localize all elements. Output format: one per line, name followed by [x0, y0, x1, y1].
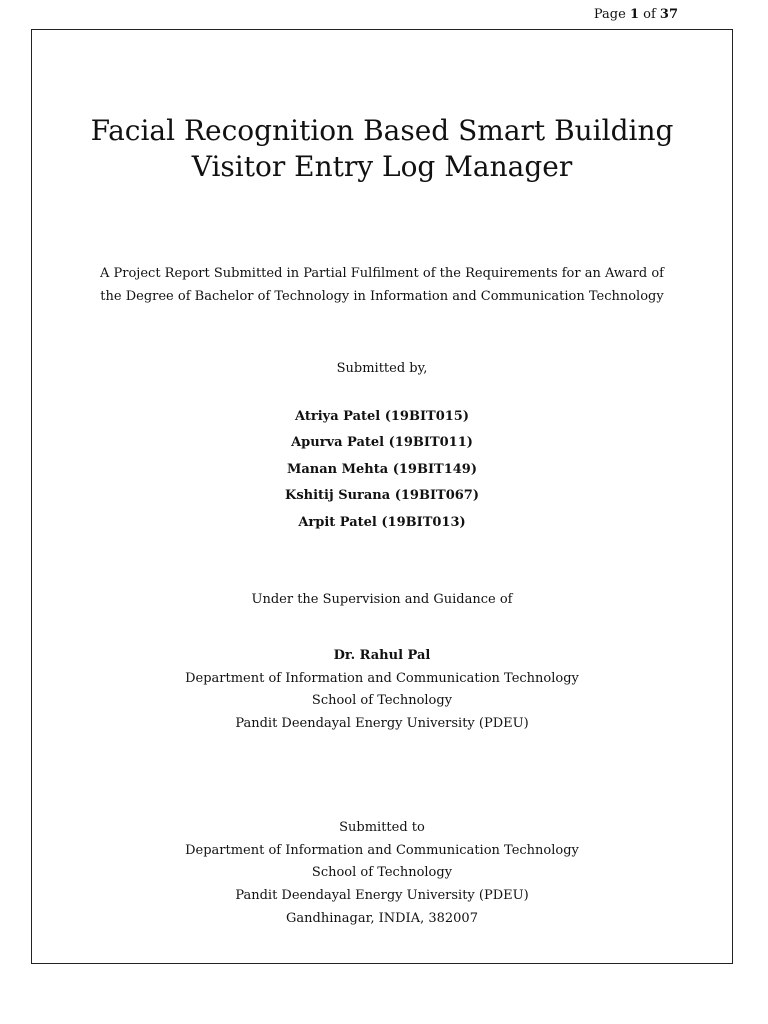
- submitted-to-block: [31, 817, 733, 931]
- submitted-to-address: Gandhinagar, INDIA, 382007: [286, 910, 478, 926]
- title-line-2: Visitor Entry Log Manager: [191, 150, 573, 183]
- supervisor-department: Department of Information and Communication Technology: [185, 670, 579, 686]
- report-description: [31, 262, 733, 308]
- page-label: Page: [593, 7, 626, 22]
- submitted-to-university: Pandit Deendayal Energy University (PDEU): [235, 888, 529, 904]
- submitted-by-label: Submitted by,: [336, 361, 428, 376]
- submitted-to-school: School of Technology: [311, 865, 453, 881]
- author-item: Manan Mehta (19BIT149): [286, 461, 477, 477]
- author-list: [31, 404, 733, 536]
- supervisor-university: Pandit Deendayal Energy University (PDEU): [235, 716, 529, 732]
- description-line-2: the Degree of Bachelor of Technology in Information and Communication Technology: [100, 289, 664, 304]
- title-line-1: Facial Recognition Based Smart Building: [90, 114, 674, 147]
- author-item: Apurva Patel (19BIT011): [291, 435, 473, 451]
- author-item: Atriya Patel (19BIT015): [294, 409, 469, 424]
- total-pages: 37: [659, 7, 678, 22]
- author-item: Kshitij Surana (19BIT067): [285, 488, 479, 504]
- supervisor-school: School of Technology: [311, 693, 453, 709]
- submitted-to-label: Submitted to: [339, 820, 425, 835]
- description-line-1: A Project Report Submitted in Partial Fulfilment of the Requirements for an Award of: [100, 266, 664, 281]
- page-number: [594, 6, 678, 24]
- submitted-to-department: Department of Information and Communication Technology: [185, 842, 579, 858]
- supervisor-block: [31, 645, 733, 736]
- supervision-label: Under the Supervision and Guidance of: [251, 592, 513, 607]
- current-page: 1: [629, 7, 639, 22]
- author-item: Arpit Patel (19BIT013): [298, 514, 466, 530]
- document-title: [31, 113, 733, 185]
- of-label: of: [643, 7, 656, 22]
- supervisor-name: Dr. Rahul Pal: [333, 648, 431, 663]
